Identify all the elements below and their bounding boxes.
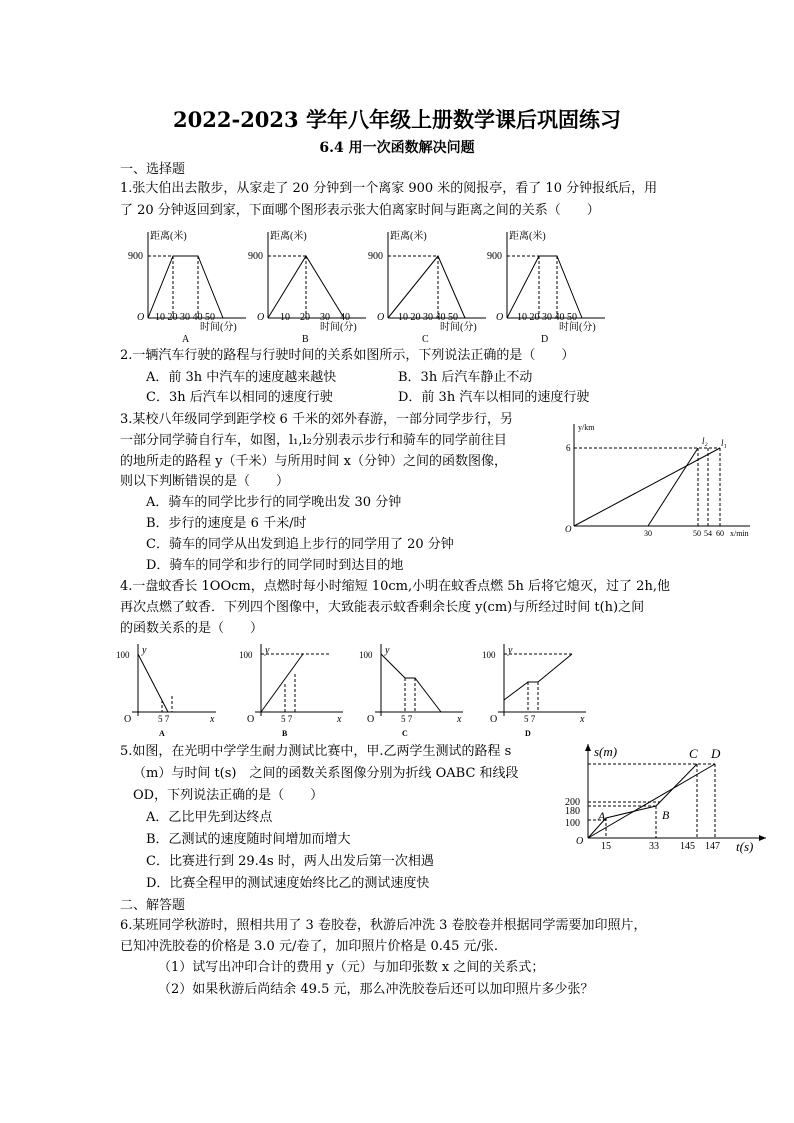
q1-line1: 1.张大伯出去散步，从家走了 20 分钟到一个离家 900 米的阅报亭，看了 10 分钟报纸后，用	[120, 181, 658, 196]
q1b-ylabel: 距离(米)	[270, 231, 307, 242]
q3-origin: O	[565, 524, 572, 534]
q6-line1: 6.某班同学秋游时，照相共用了 3 卷胶卷，秋游后冲洗 3 卷胶卷并根据同学需要加印照片，	[120, 918, 647, 933]
q4-graph-b	[235, 642, 353, 740]
q3-option-a: A．骑车的同学比步行的同学晚出发 30 分钟	[146, 495, 402, 510]
q1a-ticks: 10 20 30 40 50	[155, 312, 215, 323]
q1b-xlabel: 时间(分)	[320, 322, 357, 333]
q4a-ticks: 5 7	[158, 714, 170, 724]
q4a-y100: 100	[116, 650, 130, 660]
q2-option-b: B．3h 后汽车静止不动	[398, 370, 533, 385]
q1d-letter: D	[541, 334, 549, 345]
q1c-origin: O	[377, 312, 385, 323]
section-heading-choice: 一、选择题	[120, 162, 186, 177]
q2-option-d: D．前 3h 汽车以相同的速度行驶	[398, 390, 590, 405]
q1d-xlabel: 时间(分)	[559, 322, 596, 333]
q2-option-c: C．3h 后汽车以相同的速度行驶	[146, 390, 333, 405]
q3-tick-30: 30	[644, 529, 652, 538]
q3-y-axis-label: y/km	[578, 423, 595, 432]
q1-line2: 了 20 分钟返回到家，下面哪个图形表示张大伯离家时间与距离之间的关系（ ）	[120, 203, 600, 218]
q1d-ticks: 10 20 30 40 50	[517, 312, 577, 323]
page-title: 2022-2023 学年八年级上册数学课后巩固练习	[173, 107, 621, 132]
q1a-origin: O	[137, 312, 145, 323]
q3-line4: 则以下判断错误的是（ ）	[120, 474, 290, 489]
q4-line2: 再次点燃了蚊香．下列四个图像中，大致能表示蚊香剩余长度 y(cm)与所经过时间 t(h)之间	[120, 600, 645, 615]
q4a-origin: O	[124, 714, 132, 725]
q2-stem: 2.一辆汽车行驶的路程与行驶时间的关系如图所示，下列说法正确的是（ ）	[120, 348, 575, 363]
q1-graph-b	[248, 228, 368, 346]
q4-graph-a	[112, 642, 230, 740]
q1-graph-a	[128, 228, 248, 346]
q4d-xlab: x	[580, 714, 585, 725]
q1-graph-d	[487, 228, 607, 346]
q5-point-a: A	[598, 809, 606, 823]
q5-option-d: D．比赛全程甲的测试速度始终比乙的测试速度快	[146, 876, 430, 891]
q1c-xlabel: 时间(分)	[440, 322, 477, 333]
q4d-ylab: y	[508, 645, 513, 656]
q1b-ticks: 10 20 30 40	[280, 312, 350, 323]
q6-line2: 已知冲洗胶卷的价格是 3.0 元/卷了，加印照片价格是 0.45 元/张.	[120, 939, 499, 954]
q5-tick-15: 15	[601, 841, 611, 852]
q5-point-d: D	[711, 746, 721, 761]
q4b-y100: 100	[239, 650, 253, 660]
q1c-y900: 900	[368, 251, 383, 262]
q3-line2: 一部分同学骑自行车，如图，l₁,l₂分别表示步行和骑车的同学前往目	[120, 433, 507, 448]
q3-graph	[562, 420, 752, 540]
q1c-ticks: 10 20 30 40 50	[398, 312, 458, 323]
q4b-xlab: x	[337, 714, 342, 725]
q5-graph	[560, 740, 770, 858]
q4c-letter: C	[402, 729, 408, 738]
q1-graph-c	[368, 228, 488, 346]
q5-option-a: A．乙比甲先到达终点	[146, 810, 273, 825]
q5-tick-33: 33	[649, 841, 659, 852]
q4c-origin: O	[367, 714, 375, 725]
q5-line3: OD，下列说法正确的是（ ）	[133, 788, 324, 803]
q6-sub2: （2）如果秋游后尚结余 49.5 元，那么冲洗胶卷后还可以加印照片多少张？	[158, 982, 594, 997]
q1b-y900: 900	[248, 251, 263, 262]
q5-y-axis-label: s(m)	[594, 744, 618, 759]
q4-graph-c	[355, 642, 473, 740]
q5-x-axis-label: t(s)	[736, 839, 754, 854]
q1b-letter: B	[302, 334, 309, 345]
q4c-y100: 100	[359, 650, 373, 660]
q3-tick-50: 50	[693, 529, 701, 538]
q5-point-c: C	[689, 746, 698, 761]
q5-tick-145: 145	[680, 841, 695, 852]
q5-point-b: B	[662, 808, 670, 822]
q5-line1: 5.如图，在光明中学学生耐力测试比赛中，甲.乙两学生测试的路程 s	[120, 744, 512, 759]
page-subtitle: 6.4 用一次函数解决问题	[319, 140, 475, 156]
q1c-ylabel: 距离(米)	[390, 231, 427, 242]
q3-line1: 3.某校八年级同学到距学校 6 千米的郊外春游，一部分同学步行，另	[120, 412, 513, 427]
q3-tick-60: 60	[716, 529, 724, 538]
q4b-letter: B	[282, 729, 288, 738]
q4a-xlab: x	[210, 714, 215, 725]
q4b-ticks: 5 7	[281, 714, 293, 724]
q5-option-b: B．乙测试的速度随时间增加而增大	[146, 832, 351, 847]
q1a-letter: A	[182, 334, 190, 345]
q4c-ticks: 5 7	[401, 714, 413, 724]
q1a-xlabel: 时间(分)	[200, 322, 237, 333]
section-heading-answer: 二、解答题	[120, 898, 186, 913]
q3-l1-label: l₁	[721, 438, 727, 448]
q3-x-axis-label: x/min	[730, 529, 749, 538]
q4-line1: 4.一盘蚊香长 1OOcm，点燃时每小时缩短 10cm,小明在蚊香点燃 5h 后将它熄灭，过了 2h,他	[120, 579, 670, 594]
q4b-origin: O	[247, 714, 255, 725]
q1d-y900: 900	[487, 251, 502, 262]
q1a-y900: 900	[128, 251, 143, 262]
q3-option-d: D．骑车的同学和步行的同学同时到达目的地	[146, 558, 404, 573]
q5-line2: （m）与时间 t(s) 之间的函数关系图像分别为折线 OABC 和线段	[133, 766, 519, 781]
q2-option-a: A．前 3h 中汽车的速度越来越快	[146, 370, 337, 385]
q3-line3: 的地所走的路程 y（千米）与所用时间 x（分钟）之间的函数图像，	[120, 454, 507, 469]
q4-graph-d	[478, 642, 596, 740]
q4d-ticks: 5 7	[524, 714, 536, 724]
q1b-origin: O	[257, 312, 265, 323]
q4a-ylab: y	[142, 645, 147, 656]
q4d-letter: D	[525, 729, 531, 738]
q5-y100: 100	[565, 818, 580, 829]
q4d-origin: O	[490, 714, 498, 725]
q4d-y100: 100	[482, 650, 496, 660]
q4c-xlab: x	[457, 714, 462, 725]
q4c-ylab: y	[385, 645, 390, 656]
q1d-origin: O	[496, 312, 504, 323]
q5-origin: O	[576, 836, 584, 847]
q3-option-c: C．骑车的同学从出发到追上步行的同学用了 20 分钟	[146, 537, 454, 552]
q5-y180: 180	[565, 806, 580, 817]
q1d-ylabel: 距离(米)	[509, 231, 546, 242]
q4a-letter: A	[159, 729, 165, 738]
q5-tick-147: 147	[705, 841, 720, 852]
q3-option-b: B．步行的速度是 6 千米/时	[146, 516, 307, 531]
q3-y6: 6	[566, 443, 571, 453]
q3-l2-label: l₂	[702, 436, 708, 446]
q3-tick-54: 54	[704, 529, 712, 538]
q5-option-c: C．比赛进行到 29.4s 时，两人出发后第一次相遇	[146, 854, 434, 869]
q1c-letter: C	[422, 334, 429, 345]
q5-y200: 200	[565, 797, 580, 808]
q1a-ylabel: 距离(米)	[150, 231, 187, 242]
q4b-ylab: y	[265, 645, 270, 656]
q6-sub1: （1）试写出冲印合计的费用 y（元）与加印张数 x 之间的关系式；	[158, 960, 545, 975]
q4-line3: 的函数关系的是（ ）	[120, 621, 264, 636]
